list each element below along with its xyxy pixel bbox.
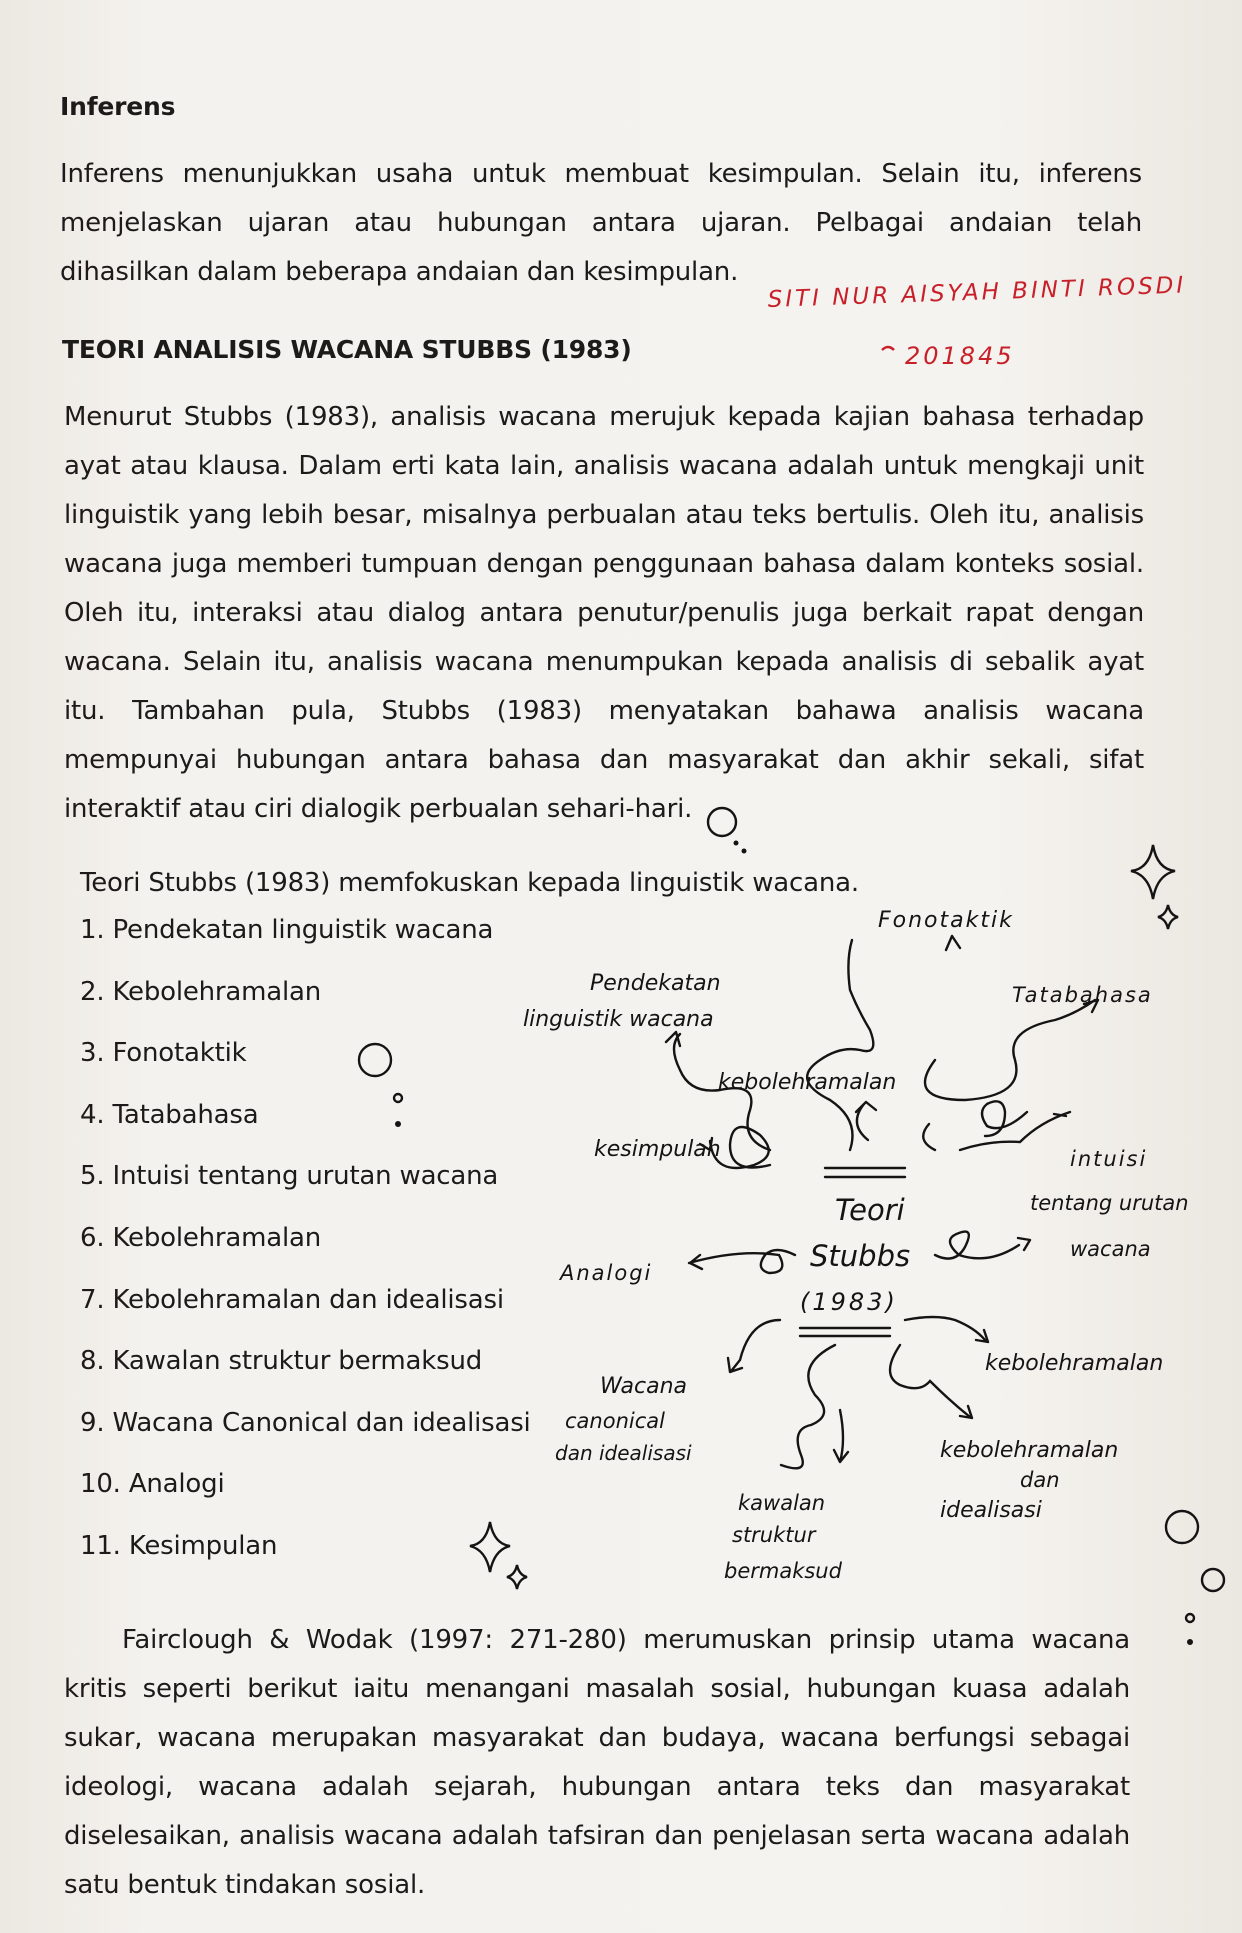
- doodle-star-right-top: [1131, 845, 1178, 929]
- stubbs-paragraph: Menurut Stubbs (1983), analisis wacana merujuk kepada kajian bahasa terhadap ayat atau klausa. Dalam erti kata lain, analisis wacana adalah untuk mengkaji unit linguistik yang lebih besar, misalnya perbualan atau teks bertulis. Oleh itu, analisis wacana juga memberi tumpuan dengan penggunaan bahasa dalam konteks sosial. Oleh itu, interaksi atau dialog antara penutur/penulis juga berkait rapat dengan wacana. Selain itu, analisis wacana menumpukan kepada analisis di sebalik ayat itu. Tambahan pula, Stubbs (1983) menyatakan bahawa analisis wacana mempunyai hubungan antara bahasa dan masyarakat dan akhir sekali, sifat interaktif atau ciri dialogik perbualan sehari-hari.: [64, 402, 1144, 824]
- focus-list-item: 11. Kesimpulan: [80, 1530, 278, 1561]
- focus-list-item: 2. Kebolehramalan: [80, 976, 322, 1007]
- svg-text:(1983): (1983): [800, 1288, 898, 1316]
- svg-text:kesimpulan: kesimpulan: [594, 1137, 721, 1162]
- focus-list-item: 6. Kebolehramalan: [80, 1222, 322, 1253]
- inferens-paragraph: Inferens menunjukkan usaha untuk membuat kesimpulan. Selain itu, inferens menjelaskan ujaran atau hubungan antara ujaran. Pelbagai andaian telah dihasilkan dalam beberapa andaian dan kesimpulan.: [60, 159, 1142, 287]
- stubbs-focus-line: Teori Stubbs (1983) memfokuskan kepada linguistik wacana.: [80, 868, 859, 898]
- focus-list-item: 3. Fonotaktik: [80, 1038, 247, 1069]
- svg-text:Tatabahasa: Tatabahasa: [1012, 983, 1153, 1007]
- svg-text:Stubbs: Stubbs: [810, 1239, 911, 1273]
- student-name: SITI NUR AISYAH BINTI ROSDI: [767, 272, 1187, 313]
- focus-list-item: 9. Wacana Canonical dan idealisasi: [80, 1407, 531, 1438]
- doodle-star-bottom: [470, 1522, 527, 1589]
- svg-text:intuisi: intuisi: [1070, 1147, 1148, 1171]
- focus-list-item: 1. Pendekatan linguistik wacana: [80, 915, 494, 945]
- svg-text:struktur: struktur: [732, 1523, 816, 1547]
- doodle-smiley-top: [708, 808, 747, 854]
- focus-list-item: 5. Intuisi tentang urutan wacana: [80, 1161, 499, 1192]
- focus-list-item: 4. Tatabahasa: [80, 1099, 259, 1130]
- svg-text:bermaksud: bermaksud: [724, 1559, 842, 1583]
- svg-text:canonical: canonical: [565, 1409, 665, 1433]
- svg-text:Pendekatan: Pendekatan: [590, 971, 721, 996]
- svg-text:linguistik wacana: linguistik wacana: [523, 1007, 714, 1032]
- svg-text:kebolehramalan: kebolehramalan: [718, 1070, 897, 1095]
- mindmap-center: [800, 1168, 910, 1336]
- svg-text:Analogi: Analogi: [560, 1261, 653, 1285]
- student-name-annotation: [767, 272, 1186, 370]
- svg-text:dan: dan: [1020, 1468, 1060, 1492]
- svg-text:kebolehramalan: kebolehramalan: [985, 1351, 1164, 1376]
- svg-text:Teori: Teori: [835, 1193, 905, 1227]
- svg-text:kebolehramalan: kebolehramalan: [940, 1438, 1119, 1463]
- inferens-heading: Inferens: [60, 92, 176, 121]
- stubbs-heading: TEORI ANALISIS WACANA STUBBS (1983): [62, 335, 632, 364]
- svg-text:Fonotaktik: Fonotaktik: [878, 908, 1014, 933]
- svg-text:tentang urutan: tentang urutan: [1030, 1191, 1189, 1215]
- svg-text:Wacana: Wacana: [600, 1374, 688, 1399]
- svg-text:wacana: wacana: [1070, 1237, 1151, 1261]
- svg-text:kawalan: kawalan: [738, 1491, 826, 1515]
- doodle-smiley-list: [359, 1044, 402, 1127]
- doodle-smiley-right: [1166, 1511, 1224, 1645]
- svg-text:dan idealisasi: dan idealisasi: [555, 1441, 692, 1465]
- focus-list-item: 7. Kebolehramalan dan idealisasi: [80, 1284, 504, 1315]
- focus-list-item: 8. Kawalan struktur bermaksud: [80, 1346, 483, 1377]
- focus-list-item: 10. Analogi: [80, 1469, 225, 1500]
- svg-text:idealisasi: idealisasi: [940, 1498, 1042, 1523]
- student-id: 201845: [905, 342, 1015, 370]
- fairclough-paragraph: Fairclough & Wodak (1997: 271-280) merumuskan prinsip utama wacana kritis seperti berikut iaitu menangani masalah sosial, hubungan kuasa adalah sukar, wacana merupakan masyarakat dan budaya, wacana berfungsi sebagai ideologi, wacana adalah sejarah, hubungan antara teks dan masyarakat diselesaikan, analisis wacana adalah tafsiran dan penjelasan serta wacana adalah satu bentuk tindakan sosial.: [64, 1625, 1130, 1900]
